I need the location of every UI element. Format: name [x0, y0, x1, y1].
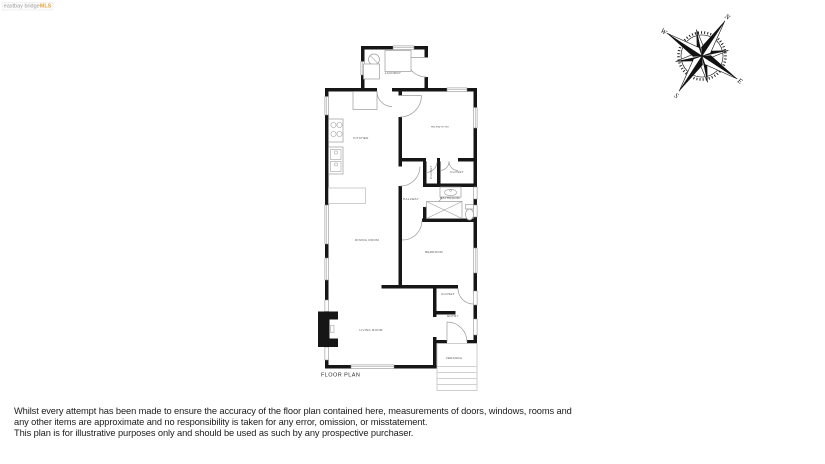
room-label-bathroom: BATHROOM	[440, 195, 460, 200]
disclaimer-line: This plan is for illustrative purposes only and should be used as such by any prospective purchaser.	[14, 428, 414, 438]
room-label-bedroom-2: BEDROOM	[425, 250, 443, 254]
toilet-icon	[466, 205, 474, 221]
room-label-laundry: LAUNDRY	[384, 70, 402, 75]
compass-west-label: W	[658, 26, 669, 37]
room-label-closet-3: CLOSET	[441, 291, 455, 296]
floor-plan-drawing	[315, 40, 485, 400]
kitchen-sink-icon	[329, 147, 344, 174]
kitchen-counter-lower	[329, 188, 366, 204]
bathtub-icon	[427, 202, 463, 219]
disclaimer-line: any other items are approximate and no responsibility is taken for any error, omission, or misstatement.	[14, 417, 428, 427]
kitchen-counter-top	[353, 92, 377, 110]
room-label-veranda: VERANDA	[445, 355, 462, 360]
compass-south-label: S	[672, 91, 680, 101]
compass-rose-icon	[652, 6, 752, 106]
compass-north-label: N	[723, 12, 732, 22]
room-label-entry: ENTRY	[446, 313, 459, 318]
compass-east-label: E	[735, 76, 744, 86]
watermark-prefix: eastbay bridge	[3, 3, 40, 10]
room-label-dining-room: DINING ROOM	[355, 237, 379, 242]
room-label-closet-1: CLOSET	[428, 164, 433, 179]
stove-icon	[329, 119, 344, 142]
room-label-hallway: HALLWAY	[403, 196, 419, 201]
floor-plan-doors	[377, 58, 474, 343]
room-label-bedroom-1: BEDROOM	[431, 124, 449, 129]
disclaimer-line: Whilst every attempt has been made to ensure the accuracy of the floor plan contained here, measurements of doors, windows, rooms and	[14, 406, 572, 416]
room-label-closet-2: CLOSET	[450, 169, 464, 174]
veranda-steps	[437, 344, 477, 391]
room-label-kitchen: KITCHEN	[353, 135, 369, 140]
disclaimer-text	[14, 406, 572, 439]
floor-plan-title: FLOOR PLAN	[321, 372, 361, 379]
room-label-living-room: LIVING ROOM	[359, 327, 383, 332]
watermark-logo	[2, 2, 53, 10]
watermark-suffix: MLS	[39, 3, 52, 10]
washer-icon	[364, 54, 380, 79]
fireplace	[318, 312, 338, 348]
